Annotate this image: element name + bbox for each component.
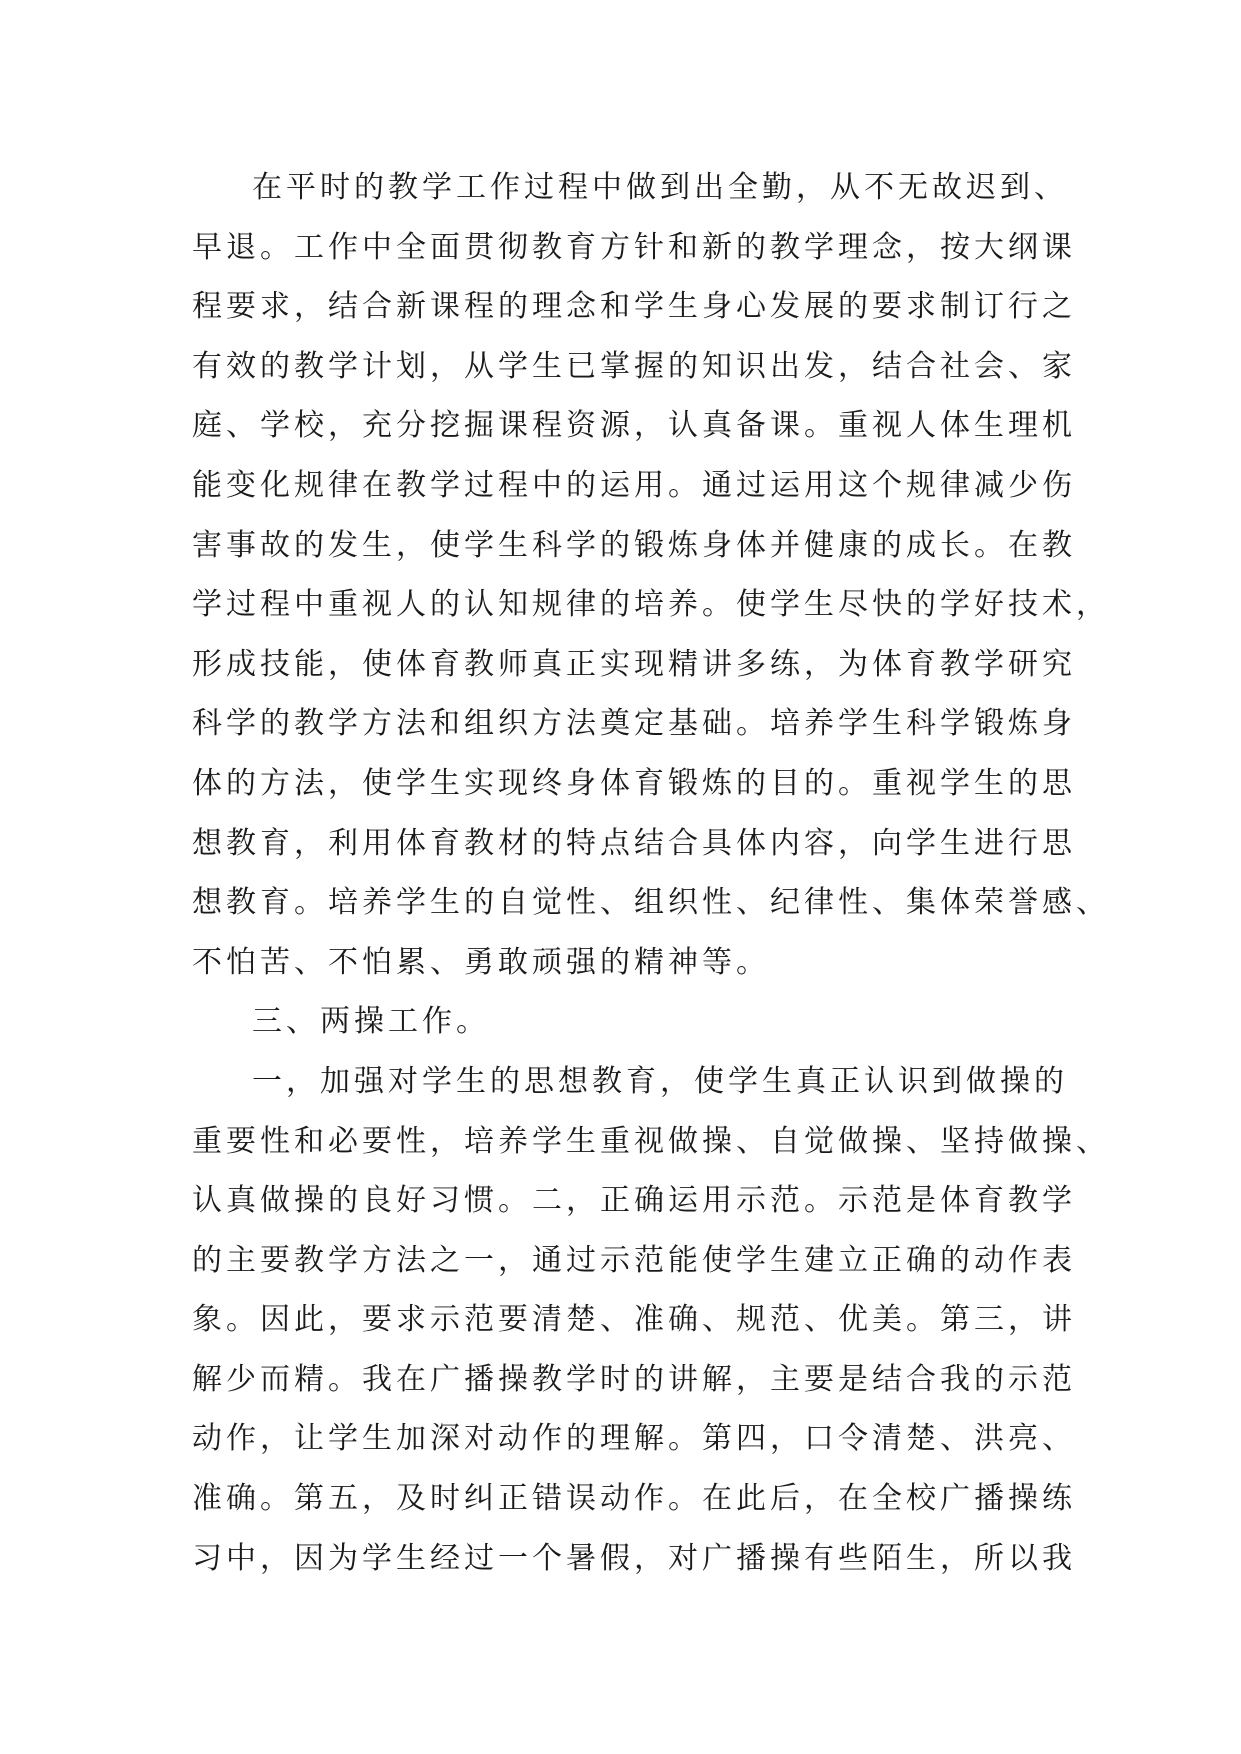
paragraph [192, 158, 1110, 992]
text-line: 害事故的发生，使学生科学的锻炼身体并健康的成长。在教 [192, 527, 1076, 563]
text-line: 想教育，利用体育教材的特点结合具体内容，向学生进行思 [192, 825, 1076, 861]
text-line: 重要性和必要性，培养学生重视做操、自觉做操、坚持做操、 [192, 1123, 1110, 1159]
text-line: 科学的教学方法和组织方法奠定基础。培养学生科学锻炼身 [192, 706, 1076, 742]
text-line: 有效的教学计划，从学生已掌握的知识出发，结合社会、家 [192, 348, 1076, 384]
paragraph [192, 992, 1062, 1052]
text-line: 体的方法，使学生实现终身体育锻炼的目的。重视学生的思 [192, 765, 1076, 801]
text-line: 庭、学校，充分挖掘课程资源，认真备课。重视人体生理机 [192, 408, 1076, 444]
text-line: 的主要教学方法之一，通过示范能使学生建立正确的动作表 [192, 1242, 1076, 1278]
text-line: 准确。第五，及时纠正错误动作。在此后，在全校广播操练 [192, 1481, 1076, 1517]
body-text [192, 158, 1110, 1588]
paragraph [192, 1052, 1110, 1588]
text-line: 一，加强对学生的思想教育，使学生真正认识到做操的 [252, 1063, 1068, 1099]
text-line: 能变化规律在教学过程中的运用。通过运用这个规律减少伤 [192, 467, 1076, 503]
text-line: 认真做操的良好习惯。二，正确运用示范。示范是体育教学 [192, 1183, 1076, 1219]
text-line: 象。因此，要求示范要清楚、准确、规范、优美。第三，讲 [192, 1302, 1076, 1338]
text-line: 在平时的教学工作过程中做到出全勤，从不无故迟到、 [252, 170, 1068, 205]
text-line: 想教育。培养学生的自觉性、组织性、纪律性、集体荣誉感、 [192, 885, 1110, 921]
text-line: 程要求，结合新课程的理念和学生身心发展的要求制订行之 [192, 289, 1076, 325]
text-line: 不怕苦、不怕累、勇敢顽强的精神等。 [192, 944, 770, 980]
text-line: 解少而精。我在广播操教学时的讲解，主要是结合我的示范 [192, 1361, 1076, 1397]
text-line: 早退。工作中全面贯彻教育方针和新的教学理念，按大纲课 [192, 229, 1076, 265]
text-line: 动作，让学生加深对动作的理解。第四，口令清楚、洪亮、 [192, 1421, 1076, 1457]
text-line: 三、两操工作。 [252, 1004, 490, 1040]
text-line: 习中，因为学生经过一个暑假，对广播操有些陌生，所以我 [192, 1540, 1076, 1576]
text-line: 形成技能，使体育教师真正实现精讲多练，为体育教学研究 [192, 646, 1076, 682]
text-line: 学过程中重视人的认知规律的培养。使学生尽快的学好技术， [192, 587, 1110, 623]
